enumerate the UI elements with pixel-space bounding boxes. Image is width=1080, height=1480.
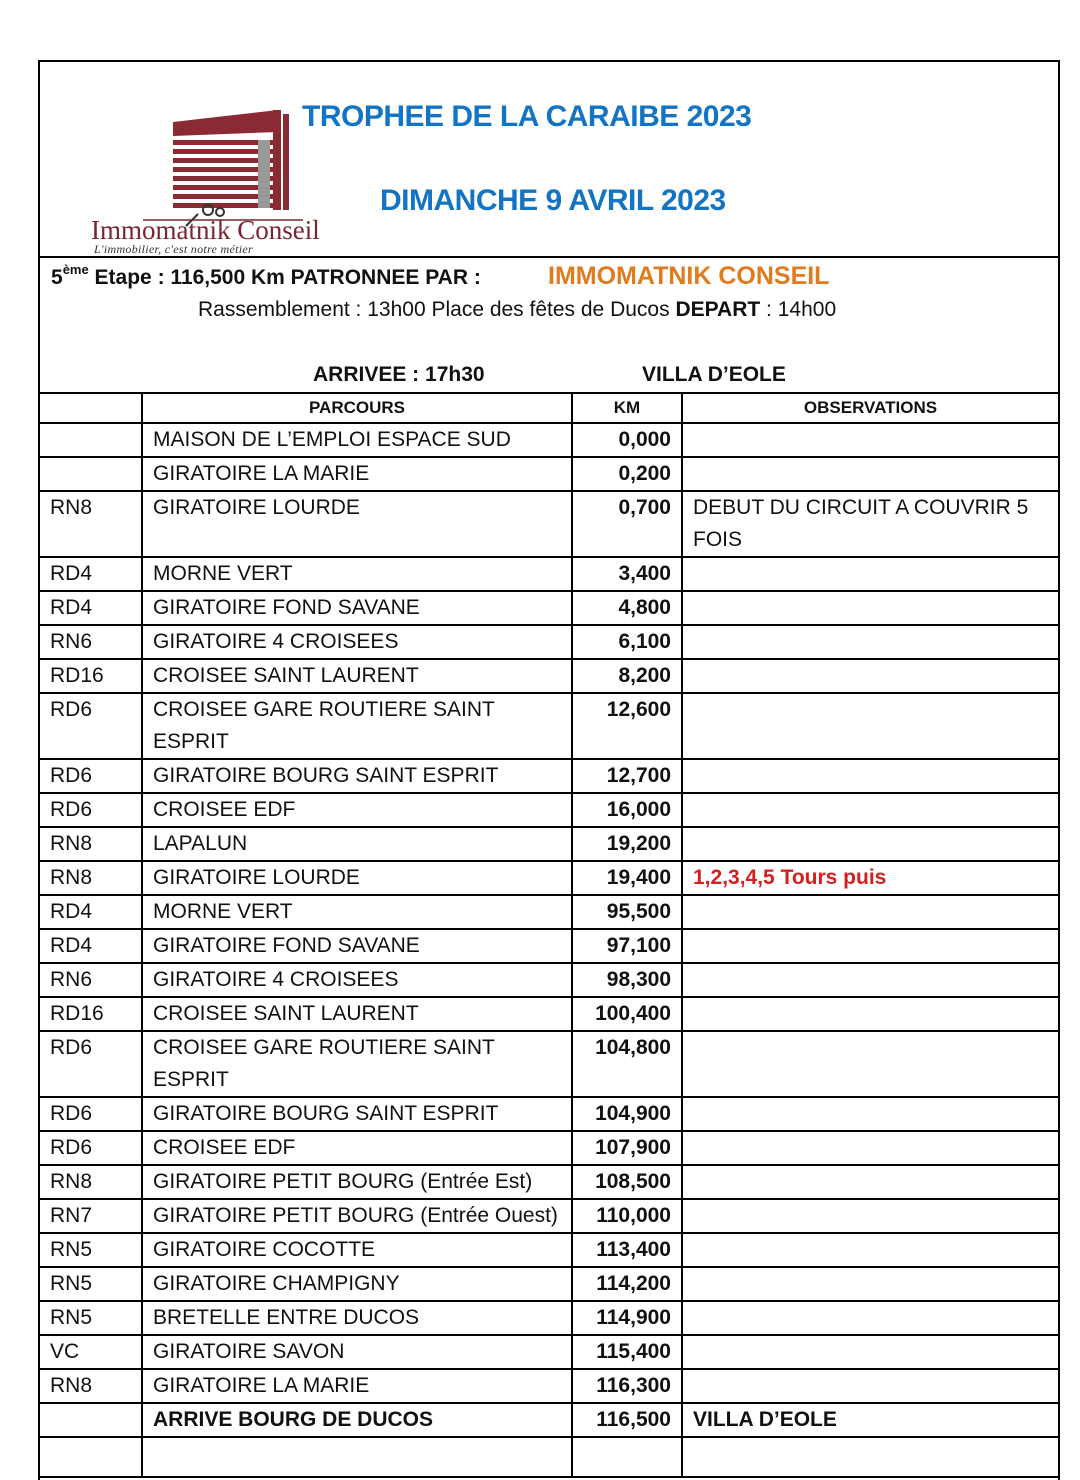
document-frame — [38, 60, 1060, 1480]
observation-cell — [682, 1267, 1058, 1301]
km-cell: 12,600 — [572, 693, 682, 759]
stage-text: Etape : 116,500 Km PATRONNEE PAR : — [88, 266, 481, 289]
logo-text: Immomatnik Conseil — [91, 215, 320, 245]
parcours-cell: GIRATOIRE FOND SAVANE — [142, 929, 572, 963]
table-row — [40, 1437, 1058, 1477]
route-cell: RD4 — [40, 929, 142, 963]
observation-cell — [682, 929, 1058, 963]
observation-cell — [682, 1097, 1058, 1131]
parcours-cell: GIRATOIRE LOURDE — [142, 861, 572, 895]
parcours-cell: GIRATOIRE LA MARIE — [142, 457, 572, 491]
observation-cell — [682, 457, 1058, 491]
table-header-row — [40, 393, 1058, 423]
observation-cell — [682, 1335, 1058, 1369]
event-date: DIMANCHE 9 AVRIL 2023 — [380, 184, 726, 217]
observation-cell — [682, 659, 1058, 693]
route-cell: RN8 — [40, 1369, 142, 1403]
observation-cell — [682, 793, 1058, 827]
table-row — [40, 1335, 1058, 1369]
table-body — [40, 423, 1058, 1477]
parcours-cell — [142, 1437, 572, 1477]
table-row — [40, 759, 1058, 793]
parcours-cell: CROISEE EDF — [142, 1131, 572, 1165]
table-row — [40, 827, 1058, 861]
observation-cell — [682, 827, 1058, 861]
table-row — [40, 491, 1058, 557]
observation-cell: DEBUT DU CIRCUIT A COUVRIR 5 FOIS — [682, 491, 1058, 557]
km-cell: 107,900 — [572, 1131, 682, 1165]
km-cell: 6,100 — [572, 625, 682, 659]
route-cell — [40, 457, 142, 491]
parcours-cell: GIRATOIRE PETIT BOURG (Entrée Ouest) — [142, 1199, 572, 1233]
km-cell: 95,500 — [572, 895, 682, 929]
route-cell: RD16 — [40, 997, 142, 1031]
observation-cell — [682, 591, 1058, 625]
table-row — [40, 659, 1058, 693]
header-route — [40, 393, 142, 423]
table-row — [40, 625, 1058, 659]
table-row — [40, 1369, 1058, 1403]
parcours-cell: MORNE VERT — [142, 895, 572, 929]
parcours-cell: GIRATOIRE CHAMPIGNY — [142, 1267, 572, 1301]
depart-label: DEPART — [675, 298, 761, 321]
table-row — [40, 1165, 1058, 1199]
km-cell: 12,700 — [572, 759, 682, 793]
observation-cell — [682, 625, 1058, 659]
observation-cell — [682, 1031, 1058, 1097]
sponsor-name: IMMOMATNIK CONSEIL — [548, 262, 830, 290]
observation-cell — [682, 423, 1058, 457]
km-cell: 0,700 — [572, 491, 682, 557]
observation-cell — [682, 963, 1058, 997]
km-cell: 100,400 — [572, 997, 682, 1031]
parcours-cell: ARRIVE BOURG DE DUCOS — [142, 1403, 572, 1437]
table-row — [40, 895, 1058, 929]
table-row — [40, 557, 1058, 591]
km-cell: 114,900 — [572, 1301, 682, 1335]
km-cell: 4,800 — [572, 591, 682, 625]
route-cell: RN5 — [40, 1233, 142, 1267]
route-cell: RN5 — [40, 1301, 142, 1335]
km-cell: 98,300 — [572, 963, 682, 997]
parcours-cell: GIRATOIRE LOURDE — [142, 491, 572, 557]
parcours-cell: CROISEE GARE ROUTIERE SAINT ESPRIT — [142, 693, 572, 759]
route-cell — [40, 1437, 142, 1477]
observation-cell — [682, 1165, 1058, 1199]
gathering-info — [198, 298, 836, 322]
km-cell: 8,200 — [572, 659, 682, 693]
route-cell: RN6 — [40, 625, 142, 659]
table-row — [40, 1267, 1058, 1301]
stage-label — [51, 264, 481, 290]
table-row — [40, 1301, 1058, 1335]
parcours-cell: GIRATOIRE COCOTTE — [142, 1233, 572, 1267]
table-row — [40, 1131, 1058, 1165]
km-cell: 114,200 — [572, 1267, 682, 1301]
table-row — [40, 423, 1058, 457]
parcours-cell: CROISEE EDF — [142, 793, 572, 827]
parcours-cell: GIRATOIRE 4 CROISEES — [142, 963, 572, 997]
page-title: TROPHEE DE LA CARAIBE 2023 — [302, 100, 752, 133]
km-cell: 115,400 — [572, 1335, 682, 1369]
observation-cell — [682, 1369, 1058, 1403]
observation-cell — [682, 1301, 1058, 1335]
table-row — [40, 457, 1058, 491]
observation-cell — [682, 895, 1058, 929]
parcours-cell: GIRATOIRE BOURG SAINT ESPRIT — [142, 1097, 572, 1131]
stage-number: 5 — [51, 266, 63, 289]
route-cell: RN8 — [40, 861, 142, 895]
km-cell: 104,800 — [572, 1031, 682, 1097]
table-row — [40, 861, 1058, 895]
route-cell: VC — [40, 1335, 142, 1369]
parcours-cell: MAISON DE L’EMPLOI ESPACE SUD — [142, 423, 572, 457]
parcours-cell: GIRATOIRE FOND SAVANE — [142, 591, 572, 625]
km-cell: 0,000 — [572, 423, 682, 457]
header-observations: OBSERVATIONS — [682, 393, 1058, 423]
route-cell: RN8 — [40, 491, 142, 557]
parcours-cell: GIRATOIRE PETIT BOURG (Entrée Est) — [142, 1165, 572, 1199]
km-cell: 3,400 — [572, 557, 682, 591]
route-cell: RN6 — [40, 963, 142, 997]
km-cell: 113,400 — [572, 1233, 682, 1267]
parcours-cell: LAPALUN — [142, 827, 572, 861]
km-cell: 104,900 — [572, 1097, 682, 1131]
parcours-cell: CROISEE SAINT LAURENT — [142, 997, 572, 1031]
observation-cell: VILLA D’EOLE — [682, 1403, 1058, 1437]
table-row — [40, 929, 1058, 963]
table-row — [40, 1403, 1058, 1437]
parcours-cell: BRETELLE ENTRE DUCOS — [142, 1301, 572, 1335]
route-cell: RN7 — [40, 1199, 142, 1233]
route-cell — [40, 1403, 142, 1437]
observation-cell — [682, 1131, 1058, 1165]
route-cell: RN8 — [40, 1165, 142, 1199]
route-cell: RD4 — [40, 557, 142, 591]
stage-suffix: ème — [62, 262, 89, 277]
observation-cell — [682, 1233, 1058, 1267]
km-cell: 16,000 — [572, 793, 682, 827]
observation-cell — [682, 693, 1058, 759]
route-cell: RD6 — [40, 759, 142, 793]
table-row — [40, 963, 1058, 997]
table-row — [40, 1031, 1058, 1097]
parcours-cell: GIRATOIRE BOURG SAINT ESPRIT — [142, 759, 572, 793]
km-cell: 116,500 — [572, 1403, 682, 1437]
table-row — [40, 591, 1058, 625]
parcours-cell: CROISEE GARE ROUTIERE SAINT ESPRIT — [142, 1031, 572, 1097]
parcours-cell: GIRATOIRE 4 CROISEES — [142, 625, 572, 659]
arrival-time: ARRIVEE : 17h30 — [313, 363, 485, 386]
table-row — [40, 1233, 1058, 1267]
table-row — [40, 1199, 1058, 1233]
route-table — [40, 392, 1058, 1478]
table-row — [40, 997, 1058, 1031]
stage-info — [40, 256, 1058, 394]
observation-cell — [682, 997, 1058, 1031]
depart-time: : 14h00 — [760, 298, 837, 321]
observation-cell: 1,2,3,4,5 Tours puis — [682, 861, 1058, 895]
km-cell: 110,000 — [572, 1199, 682, 1233]
km-cell: 19,400 — [572, 861, 682, 895]
destination: VILLA D’EOLE — [642, 363, 786, 386]
route-cell: RD6 — [40, 1131, 142, 1165]
table-row — [40, 693, 1058, 759]
route-cell: RN8 — [40, 827, 142, 861]
observation-cell — [682, 557, 1058, 591]
route-cell: RD6 — [40, 1031, 142, 1097]
route-cell: RN5 — [40, 1267, 142, 1301]
logo-tagline: L'immobilier, c'est notre métier — [94, 242, 253, 256]
observation-cell — [682, 759, 1058, 793]
km-cell: 97,100 — [572, 929, 682, 963]
km-cell: 108,500 — [572, 1165, 682, 1199]
parcours-cell: GIRATOIRE SAVON — [142, 1335, 572, 1369]
observation-cell — [682, 1199, 1058, 1233]
parcours-cell: CROISEE SAINT LAURENT — [142, 659, 572, 693]
table-row — [40, 793, 1058, 827]
route-cell: RD16 — [40, 659, 142, 693]
route-cell: RD6 — [40, 1097, 142, 1131]
gathering-label: Rassemblement : 13h00 Place des fêtes de Ducos — [198, 298, 676, 321]
parcours-cell: GIRATOIRE LA MARIE — [142, 1369, 572, 1403]
header-km: KM — [572, 393, 682, 423]
km-cell: 19,200 — [572, 827, 682, 861]
km-cell: 0,200 — [572, 457, 682, 491]
table-row — [40, 1097, 1058, 1131]
route-cell — [40, 423, 142, 457]
header-parcours: PARCOURS — [142, 393, 572, 423]
route-cell: RD6 — [40, 693, 142, 759]
observation-cell — [682, 1437, 1058, 1477]
route-cell: RD4 — [40, 591, 142, 625]
document-header — [40, 62, 1058, 258]
route-cell: RD4 — [40, 895, 142, 929]
parcours-cell: MORNE VERT — [142, 557, 572, 591]
km-cell: 116,300 — [572, 1369, 682, 1403]
km-cell — [572, 1437, 682, 1477]
route-cell: RD6 — [40, 793, 142, 827]
